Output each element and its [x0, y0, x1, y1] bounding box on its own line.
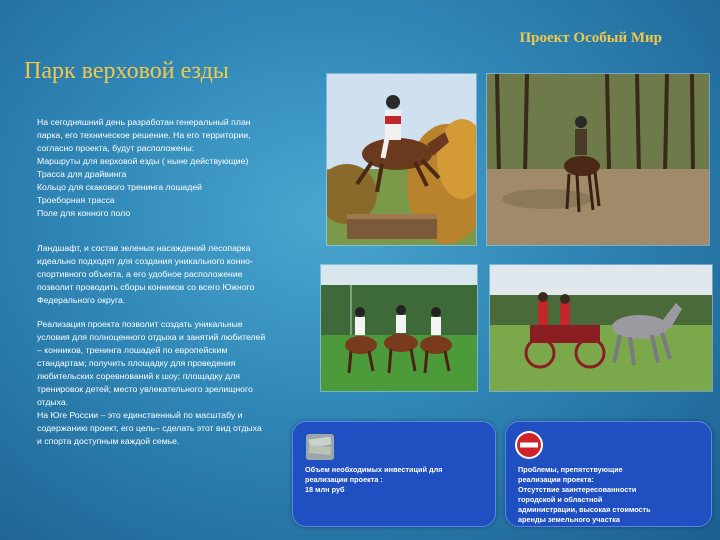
text-line: содержанию проект, его цель– сделать этот вид отдыха — [37, 423, 262, 433]
text-line: согласно проекта, будут расположены: — [37, 143, 195, 153]
page-title: Парк верховой езды — [24, 58, 229, 84]
text-line: идеально подходят для создания уникального конно- — [37, 256, 253, 266]
text-line: парка, его техническое решение. На его территории, — [37, 130, 251, 140]
investment-line: реализации проекта : — [305, 475, 383, 484]
plan-description — [37, 116, 322, 220]
polo-photo — [320, 264, 478, 392]
list-item: Маршруты для верховой езды ( ныне действующие) — [37, 156, 249, 166]
text-line: Федерального округа. — [37, 295, 126, 305]
project-label: Проект Особый Мир — [519, 30, 662, 46]
list-item: Поле для конного поло — [37, 208, 131, 218]
list-item: Троеборная трасса — [37, 195, 115, 205]
money-icon — [305, 432, 335, 462]
problems-line: администрации, высокая стоимость — [518, 505, 651, 514]
problems-line: городской и областной — [518, 495, 603, 504]
jumping-photo — [326, 73, 477, 246]
problems-text — [518, 465, 703, 525]
investment-amount: 18 млн руб — [305, 485, 345, 494]
text-line: отдыха. — [37, 397, 69, 407]
text-line: и спорта доступным каждой семье. — [37, 436, 180, 446]
problems-panel — [505, 421, 712, 527]
text-line: позволит проводить сборы конников со всего Южного — [37, 282, 255, 292]
no-entry-icon — [514, 430, 544, 460]
carriage-driving-photo — [489, 264, 713, 392]
text-line: – конников, тренинга лошадей по европейским — [37, 345, 228, 355]
forest-ride-photo — [486, 73, 710, 246]
text-line: любительских соревнований к шоу; площадку для — [37, 371, 240, 381]
problems-line: Отсутствие заинтересованности — [518, 485, 637, 494]
investment-line: Объем необходимых инвестиций для — [305, 465, 443, 474]
problems-line: аренды земельного участка — [518, 515, 620, 524]
text-line: тренировок детей; место увлекательного зрелищного — [37, 384, 253, 394]
text-line: Реализация проекта позволит создать уникальные — [37, 319, 243, 329]
text-line: условия для полноценного отдыха и занятий любителей — [37, 332, 266, 342]
project-benefits — [37, 318, 322, 448]
text-line: спортивного объекта, а его удобное расположение — [37, 269, 243, 279]
problems-line: Проблемы, препятствующие — [518, 465, 623, 474]
text-line: На сегодняшний день разработан генеральный план — [37, 117, 251, 127]
text-line: стандартам; получить площадку для проведения — [37, 358, 236, 368]
landscape-description — [37, 242, 322, 307]
investment-panel — [292, 421, 496, 527]
text-line: Ландшафт, и состав зеленых насаждений лесопарка — [37, 243, 251, 253]
problems-line: реализации проекта: — [518, 475, 594, 484]
list-item: Трасса для драйвинга — [37, 169, 127, 179]
list-item: Кольцо для скакового тренинга лошадей — [37, 182, 203, 192]
investment-text — [305, 465, 487, 495]
text-line: На Юге России – это единственный по масштабу и — [37, 410, 243, 420]
